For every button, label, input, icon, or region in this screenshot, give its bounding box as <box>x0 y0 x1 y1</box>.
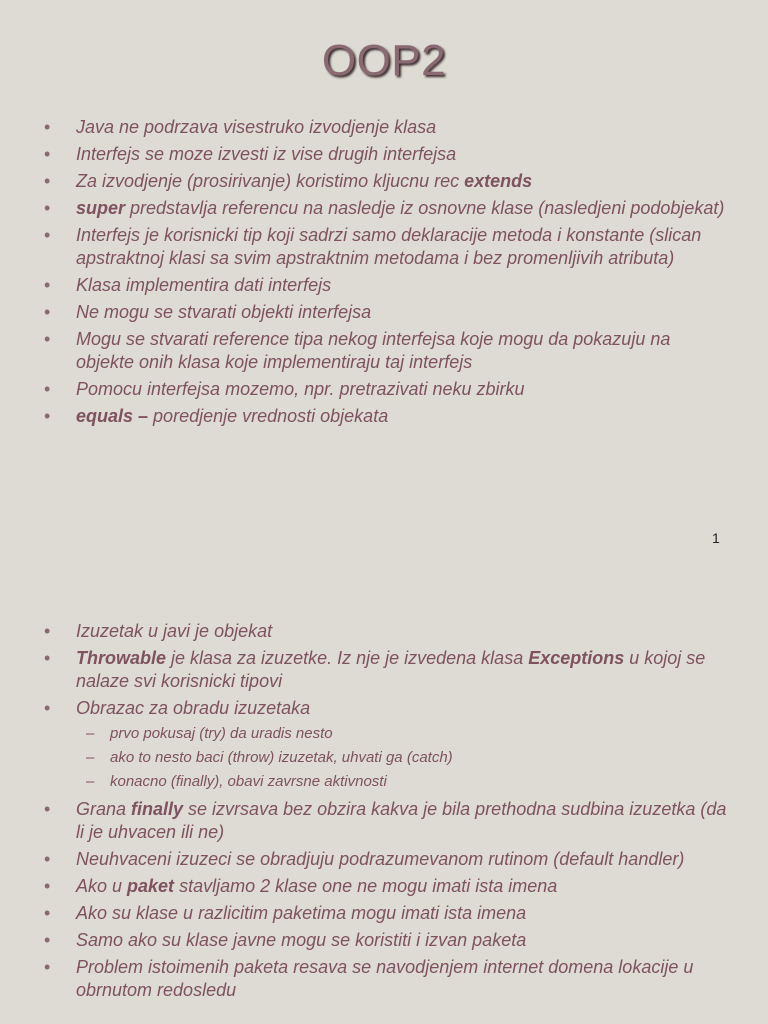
keyword: Exceptions <box>528 648 625 668</box>
list-item: • Pomocu interfejsa mozemo, npr. pretrazivati neku zbirku <box>44 379 525 399</box>
bullet-icon: • <box>44 144 51 164</box>
list-item: • Neuhvaceni izuzeci se obradjuju podrazumevanom rutinom (default handler) <box>44 849 685 869</box>
list-item: • Interfejs je korisnicki tip koji sadrzi samo deklaracije metoda i konstante (slican apstraktnoj klasi sa svim apstraktnim metodama i bez promenljivih atributa) <box>44 225 702 268</box>
list-item: • equals – poredjenje vrednosti objekata <box>44 406 389 426</box>
slide1-bullet-list <box>0 116 768 432</box>
dash-icon: – <box>86 749 95 766</box>
list-item: • Mogu se stvarati reference tipa nekog interfejsa koje mogu da pokazuju na objekte onih klasa koje implementiraju taj interfejs <box>44 329 671 372</box>
bullet-icon: • <box>44 171 51 191</box>
bullet-icon: • <box>44 406 51 426</box>
bullet-icon: • <box>44 275 51 295</box>
list-item: • Samo ako su klase javne mogu se koristiti i izvan paketa <box>44 930 527 950</box>
keyword: equals – <box>76 406 149 426</box>
bullet-icon: • <box>44 799 51 819</box>
list-item: • Java ne podrzava visestruko izvodjenje klasa <box>44 117 437 137</box>
list-item: • Interfejs se moze izvesti iz vise drugih interfejsa <box>44 144 457 164</box>
sub-list-item: – prvo pokusaj (try) da uradis nesto <box>76 722 728 746</box>
list-item: • Problem istoimenih paketa resava se navodjenjem internet domena lokacije u obrnutom redosledu <box>44 957 694 1000</box>
list-item: • Grana finally se izvrsava bez obzira kakva je bila prethodna sudbina izuzetka (da li je uhvacen ili ne) <box>44 799 727 842</box>
bullet-icon: • <box>44 198 51 218</box>
bullet-icon: • <box>44 302 51 322</box>
sub-list-item: – konacno (finally), obavi zavrsne aktivnosti <box>76 770 728 794</box>
slide2-bullet-list <box>0 620 768 1006</box>
keyword: super <box>76 198 126 218</box>
bullet-icon: • <box>44 225 51 245</box>
list-item: • Ne mogu se stvarati objekti interfejsa <box>44 302 372 322</box>
dash-icon: – <box>86 725 95 742</box>
list-item: • Throwable je klasa za izuzetke. Iz nje je izvedena klasa Exceptions u kojoj se nalaze svi korisnicki tipovi <box>44 648 706 691</box>
bullet-icon: • <box>44 329 51 349</box>
bullet-icon: • <box>44 698 51 718</box>
sub-list-item: – ako to nesto baci (throw) izuzetak, uhvati ga (catch) <box>76 746 728 770</box>
bullet-icon: • <box>44 379 51 399</box>
dash-icon: – <box>86 773 95 790</box>
bullet-icon: • <box>44 876 51 896</box>
list-item: • Obrazac za obradu izuzetaka – prvo pokusaj (try) da uradis nesto – ako to nesto baci (throw) izuzetak, uhvati ga (catch) – konacno (finally), obavi zavrsne aktivnosti <box>0 697 768 794</box>
page-number: 1 <box>712 530 720 546</box>
sub-list <box>76 722 728 794</box>
list-item: • Za izvodjenje (prosirivanje) koristimo kljucnu rec extends <box>44 171 533 191</box>
bullet-icon: • <box>44 648 51 668</box>
slide-title: OOP2 <box>321 36 447 85</box>
keyword: extends <box>464 171 533 191</box>
list-item: • Klasa implementira dati interfejs <box>44 275 332 295</box>
bullet-icon: • <box>44 930 51 950</box>
keyword: Throwable <box>76 648 167 668</box>
list-item: • Izuzetak u javi je objekat <box>44 621 273 641</box>
bullet-icon: • <box>44 957 51 977</box>
bullet-icon: • <box>44 621 51 641</box>
keyword: finally <box>131 799 184 819</box>
keyword: paket <box>127 876 175 896</box>
list-item: • super predstavlja referencu na nasledje iz osnovne klase (nasledjeni podobjekat) <box>44 198 725 218</box>
list-item: • Ako u paket stavljamo 2 klase one ne mogu imati ista imena <box>44 876 558 896</box>
bullet-icon: • <box>44 903 51 923</box>
bullet-icon: • <box>44 117 51 137</box>
bullet-icon: • <box>44 849 51 869</box>
list-item: • Ako su klase u razlicitim paketima mogu imati ista imena <box>44 903 527 923</box>
